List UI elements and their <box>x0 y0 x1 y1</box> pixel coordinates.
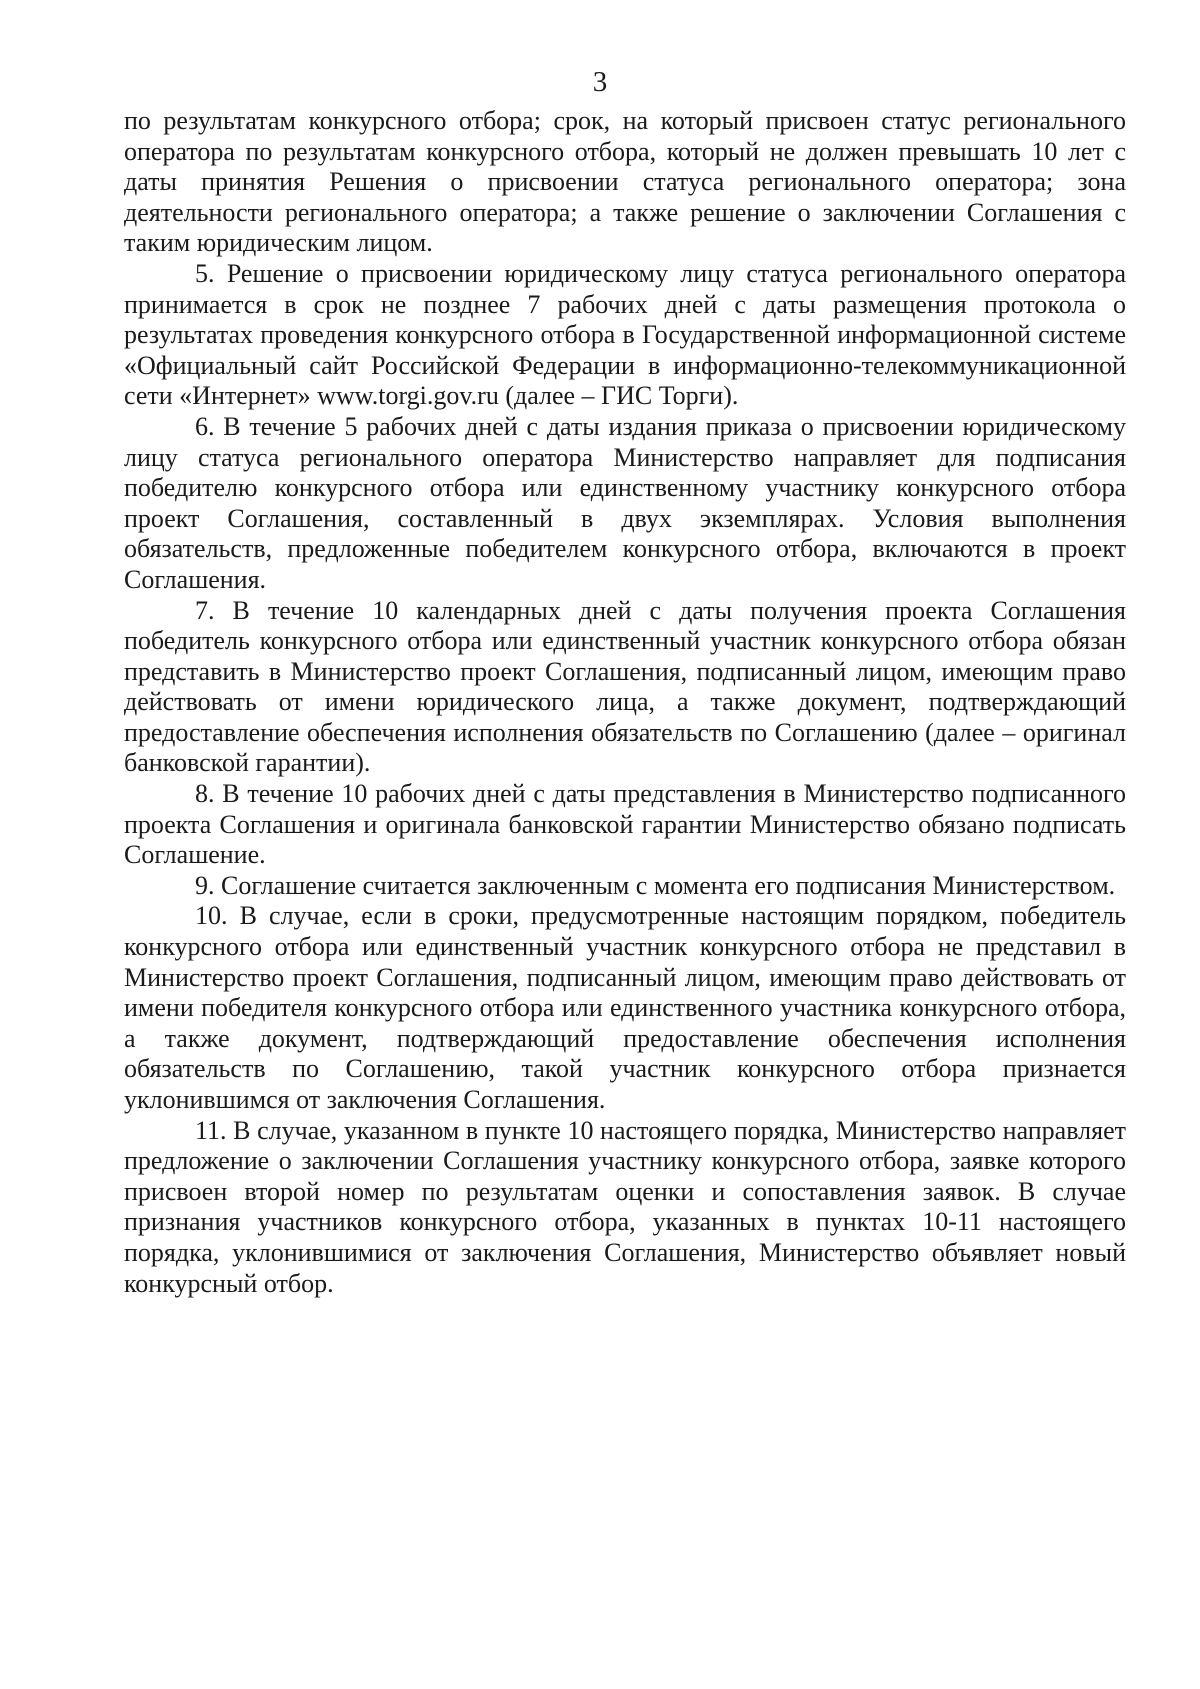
page-number: 3 <box>592 66 608 98</box>
paragraph-item-10: 10. В случае, если в сроки, предусмотренные настоящим порядком, победитель конкурсного отбора или единственный участник конкурсного отбора не представил в Министерство проект Соглашения, подписанный лицом, имеющим право действовать от имени победителя конкурсного отбора или единственного участника конкурсного отбора, а также документ, подтверждающий предоставление обеспечения исполнения обязательств по Соглашению, такой участник конкурсного отбора признается уклонившимся от заключения Соглашения. <box>124 901 1126 1114</box>
paragraph-continuation: по результатам конкурсного отбора; срок, на который присвоен статус регионального оператора по результатам конкурсного отбора, который не должен превышать 10 лет с даты принятия Решения о присвоении статуса регионального оператора; зона деятельности регионального оператора; а также решение о заключении Соглашения с таким юридическим лицом. <box>124 106 1126 258</box>
document-body <box>124 106 1126 1299</box>
paragraph-item-8: 8. В течение 10 рабочих дней с даты представления в Министерство подписанного проекта Соглашения и оригинала банковской гарантии Министерство обязано подписать Соглашение. <box>124 779 1126 870</box>
paragraph-item-7: 7. В течение 10 календарных дней с даты получения проекта Соглашения победитель конкурсного отбора или единственный участник конкурсного отбора обязан представить в Министерство проект Соглашения, подписанный лицом, имеющим право действовать от имени юридического лица, а также документ, подтверждающий предоставление обеспечения исполнения обязательств по Соглашению (далее – оригинал банковской гарантии). <box>124 595 1126 778</box>
paragraph-item-9: 9. Соглашение считается заключенным с момента его подписания Министерством. <box>195 870 1116 900</box>
paragraph-item-5: 5. Решение о присвоении юридическому лицу статуса регионального оператора принимается в срок не позднее 7 рабочих дней с даты размещения протокола о результатах проведения конкурсного отбора в Государственной информационной системе «Официальный сайт Российской Федерации в информационно-телекоммуникационной сети «Интернет» www.torgi.gov.ru (далее – ГИС Торги). <box>124 258 1126 411</box>
paragraph-item-11: 11. В случае, указанном в пункте 10 настоящего порядка, Министерство направляет предложение о заключении Соглашения участнику конкурсного отбора, заявке которого присвоен второй номер по результатам оценки и сопоставления заявок. В случае признания участников конкурсного отбора, указанных в пунктах 10-11 настоящего порядка, уклонившимися от заключения Соглашения, Министерство объявляет новый конкурсный отбор. <box>124 1115 1126 1298</box>
paragraph-item-6: 6. В течение 5 рабочих дней с даты издания приказа о присвоении юридическому лицу статуса регионального оператора Министерство направляет для подписания победителю конкурсного отбора или единственному участнику конкурсного отбора проект Соглашения, составленный в двух экземплярах. Условия выполнения обязательств, предложенные победителем конкурсного отбора, включаются в проект Соглашения. <box>124 411 1126 594</box>
